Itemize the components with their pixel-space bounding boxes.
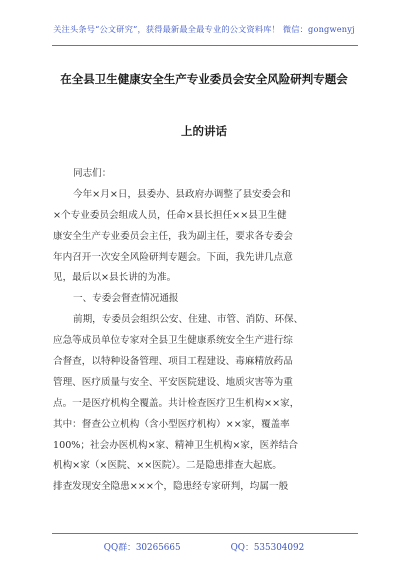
body-line: 机构×家（×医院、××医院）。二是隐患排查大起底。 <box>53 460 282 472</box>
body-line: 年内召开一次安全风险研判专题会。下面，我先讲几点意 <box>53 251 293 263</box>
body-line: 点。一是医疗机构全覆盖。共计检查医疗卫生机构××家， <box>53 397 300 409</box>
body-line: 应急等成员单位专家对全县卫生健康系统安全生产进行综 <box>53 335 293 347</box>
salutation: 同志们： <box>73 168 112 179</box>
body-line: ×个专业委员会组成人员，任命×县长担任××县卫生健 <box>53 209 287 221</box>
body-line: 合督查，以特种设备管理、项目工程建设、毒麻精放药品 <box>53 356 293 368</box>
body-line: 康安全生产专业委员会主任，我为副主任，要求各专委会 <box>53 230 293 242</box>
document-title-line-1: 在全县卫生健康安全生产专业委员会安全风险研判专题会 <box>60 72 348 86</box>
document-body <box>53 164 355 498</box>
section-heading: 一、专委会督查情况通报 <box>73 293 179 305</box>
body-line: 前期，专委员会组织公安、住建、市管、消防、环保、 <box>73 314 304 326</box>
header-divider <box>52 45 358 46</box>
body-line: 其中：督查公立机构（含小型医疗机构）××家，覆盖率 <box>53 418 290 430</box>
footer-contact <box>0 540 408 553</box>
body-line: 管理、医疗质量与安全、平安医院建设、地质灾害等为重 <box>53 376 293 388</box>
footer-qq: QQ：535304092 <box>230 543 305 553</box>
body-line: 见，最后以×县长讲的为准。 <box>53 272 177 284</box>
body-line: 100%；社会办医机构×家、精神卫生机构×家，医养结合 <box>53 439 298 451</box>
body-line: 今年×月×日，县委办、县政府办调整了县安委会和 <box>73 188 291 200</box>
body-line: 排查发现安全隐患×××个，隐患经专家研判，均属一般 <box>53 481 289 493</box>
footer-divider <box>52 533 358 534</box>
header-note: 关注头条号“公文研究”，获得最新最全最专业的公文资料库！ 微信：gongwenyj <box>53 24 355 34</box>
footer-qq-group: QQ群：30265665 <box>103 543 181 553</box>
document-title-line-2: 上的讲话 <box>181 124 227 138</box>
